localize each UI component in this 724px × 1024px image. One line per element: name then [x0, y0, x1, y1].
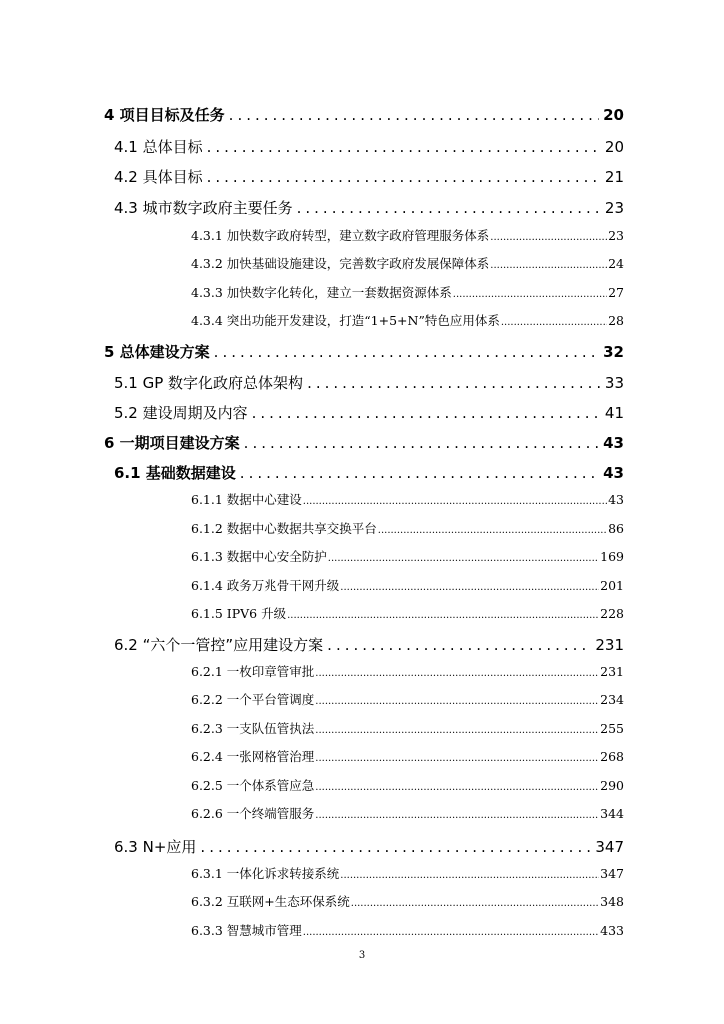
toc-entry-label: 4.1 总体目标: [114, 138, 203, 156]
toc-entry-label: 4.3.2 加快基础设施建设，完善数字政府发展保障体系: [191, 256, 490, 271]
toc-entry[interactable]: [191, 776, 624, 794]
toc-entry-label: 6.1.3 数据中心安全防护: [191, 549, 327, 564]
toc-entry[interactable]: [191, 864, 624, 882]
toc-entry-page: 20: [604, 138, 624, 156]
toc-entry-page: 433: [600, 923, 624, 938]
toc-entry-page: 347: [600, 866, 624, 881]
toc-leader: [297, 199, 601, 217]
toc-entry-label: 5.1 GP 数字化政府总体架构: [114, 374, 304, 392]
toc-leader: [207, 168, 601, 186]
toc-entry-page: 231: [600, 664, 624, 679]
toc-leader: [307, 374, 601, 392]
toc-leader: [240, 464, 599, 482]
toc-entry-label: 6.3.3 智慧城市管理: [191, 923, 302, 938]
toc-entry[interactable]: [191, 690, 624, 708]
toc-entry-label: 6.2.2 一个平台管调度: [191, 692, 315, 707]
toc-leader: [328, 553, 599, 564]
toc-entry-page: 24: [608, 256, 624, 271]
toc-leader: [501, 317, 607, 328]
toc-entry-page: 201: [600, 578, 624, 593]
toc-entry-label: 6.3.1 一体化诉求转接系统: [191, 866, 340, 881]
toc-entry-label: 6.3.2 互联网+生态环保系统: [191, 894, 350, 909]
toc-entry[interactable]: [114, 402, 624, 423]
toc-entry-label: 6.1.1 数据中心建设: [191, 492, 302, 507]
toc-entry-label: 6.2.6 一个终端管服务: [191, 806, 315, 821]
toc-entry[interactable]: [104, 432, 624, 453]
toc-entry-page: 23: [608, 228, 624, 243]
toc-leader: [287, 610, 599, 621]
toc-leader: [490, 260, 607, 271]
toc-entry-page: 234: [600, 692, 624, 707]
toc-entry-label: 4.3.4 突出功能开发建设，打造“1+5+N”特色应用体系: [191, 313, 500, 328]
toc-entry[interactable]: [104, 104, 624, 125]
toc-entry-label: 6.2 “六个一管控”应用建设方案: [114, 636, 324, 654]
toc-entry-page: 32: [603, 343, 624, 361]
toc-entry-label: 6.2.3 一支队伍管执法: [191, 721, 315, 736]
toc-entry-label: 4 项目目标及任务: [104, 106, 225, 124]
toc-entry[interactable]: [191, 490, 624, 508]
toc-leader: [490, 232, 607, 243]
toc-entry-label: 5.2 建设周期及内容: [114, 404, 248, 422]
toc-entry[interactable]: [191, 804, 624, 822]
toc-entry-label: 6.1.5 IPV6 升级: [191, 606, 287, 621]
toc-leader: [315, 668, 599, 679]
toc-entry[interactable]: [191, 921, 624, 939]
toc-entry-page: 33: [604, 374, 624, 392]
toc-leader: [315, 782, 599, 793]
toc-entry[interactable]: [191, 576, 624, 594]
toc-entry-page: 231: [595, 636, 624, 654]
toc-leader: [303, 927, 599, 938]
toc-entry[interactable]: [191, 254, 624, 272]
toc-entry-page: 27: [608, 285, 624, 300]
toc-entry[interactable]: [191, 311, 624, 329]
toc-leader: [327, 636, 591, 654]
toc-leader: [378, 525, 607, 536]
toc-entry[interactable]: [191, 719, 624, 737]
toc-entry-label: 5 总体建设方案: [104, 343, 210, 361]
toc-leader: [207, 138, 601, 156]
toc-leader: [340, 870, 599, 881]
toc-entry-page: 23: [604, 199, 624, 217]
toc-leader: [303, 496, 607, 507]
toc-leader: [200, 838, 591, 856]
toc-leader: [214, 343, 599, 361]
toc-leader: [315, 696, 599, 707]
toc-leader: [244, 434, 599, 452]
toc-entry-page: 86: [608, 521, 624, 536]
toc-entry-page: 41: [604, 404, 624, 422]
toc-entry-page: 268: [600, 749, 624, 764]
toc-entry-page: 20: [603, 106, 624, 124]
toc-leader: [252, 404, 601, 422]
toc-leader: [340, 582, 599, 593]
toc-entry-page: 43: [603, 464, 624, 482]
toc-leader: [315, 753, 599, 764]
toc-entry[interactable]: [114, 372, 624, 393]
toc-entry-label: 6.2.4 一张网格管治理: [191, 749, 315, 764]
toc-entry-page: 21: [604, 168, 624, 186]
toc-entry-page: 348: [600, 894, 624, 909]
toc-entry[interactable]: [114, 462, 624, 483]
toc-entry[interactable]: [191, 226, 624, 244]
toc-entry[interactable]: [191, 283, 624, 301]
toc-entry-page: 255: [600, 721, 624, 736]
toc-entry[interactable]: [191, 547, 624, 565]
toc-entry[interactable]: [191, 747, 624, 765]
toc-entry-page: 344: [600, 806, 624, 821]
toc-entry-label: 6.2.5 一个体系管应急: [191, 778, 315, 793]
toc-entry[interactable]: [114, 634, 624, 655]
toc-entry-label: 4.3.3 加快数字化转化，建立一套数据资源体系: [191, 285, 452, 300]
toc-leader: [315, 725, 599, 736]
toc-entry-label: 6.3 N+应用: [114, 838, 197, 856]
toc-entry-label: 6 一期项目建设方案: [104, 434, 240, 452]
toc-entry-label: 4.2 具体目标: [114, 168, 203, 186]
toc-entry[interactable]: [104, 341, 624, 362]
toc-entry-label: 6.1.4 政务万兆骨干网升级: [191, 578, 340, 593]
toc-leader: [229, 106, 599, 124]
toc-entry-label: 6.1.2 数据中心数据共享交换平台: [191, 521, 377, 536]
toc-entry[interactable]: [191, 662, 624, 680]
toc-entry-page: 28: [608, 313, 624, 328]
toc-entry-label: 4.3 城市数字政府主要任务: [114, 199, 293, 217]
toc-entry-page: 347: [595, 838, 624, 856]
toc-leader: [315, 810, 599, 821]
toc-entry-page: 43: [608, 492, 624, 507]
toc-entry[interactable]: [114, 197, 624, 218]
toc-entry-page: 290: [600, 778, 624, 793]
toc-entry-label: 6.2.1 一枚印章管审批: [191, 664, 315, 679]
toc-entry[interactable]: [114, 166, 624, 187]
toc-entry[interactable]: [114, 836, 624, 857]
toc-entry-label: 6.1 基础数据建设: [114, 464, 236, 482]
toc-entry-label: 4.3.1 加快数字政府转型，建立数字政府管理服务体系: [191, 228, 490, 243]
toc-entry-page: 228: [600, 606, 624, 621]
toc-entry-page: 43: [603, 434, 624, 452]
page-number: 3: [358, 950, 366, 961]
toc-entry[interactable]: [191, 892, 624, 910]
toc-entry[interactable]: [191, 519, 624, 537]
toc-leader: [351, 898, 599, 909]
toc-entry-page: 169: [600, 549, 624, 564]
toc-entry[interactable]: [191, 604, 624, 622]
toc-leader: [453, 289, 607, 300]
toc-entry[interactable]: [114, 136, 624, 157]
